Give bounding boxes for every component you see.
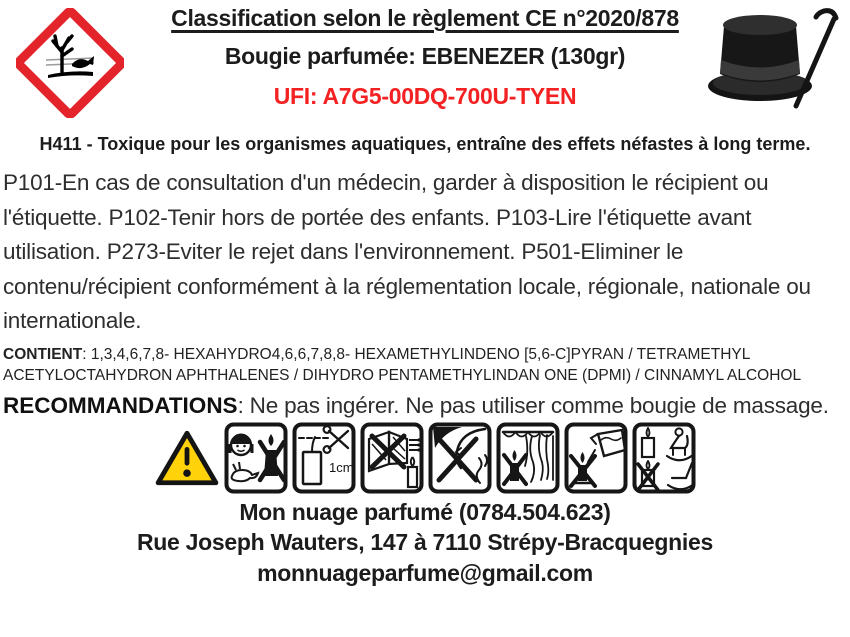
label-footer	[0, 497, 850, 589]
recommendations-text: : Ne pas ingérer. Ne pas utiliser comme bougie de massage.	[237, 392, 829, 418]
company-email: monnuageparfume@gmail.com	[257, 559, 593, 586]
ghs09-environment-hazard-icon	[16, 8, 124, 118]
do-not-extinguish-with-water-icon	[564, 422, 628, 494]
product-name: Bougie parfumée: EBENEZER (130gr)	[224, 43, 626, 69]
no-foreign-objects-in-wax-icon	[360, 422, 424, 494]
contains-label: CONTIENT	[3, 345, 83, 363]
trim-wick-1cm-icon	[292, 422, 356, 494]
svg-text:1cm: 1cm	[329, 460, 354, 475]
precautionary-statements: P101-En cas de consultation d'un médecin, garder à disposition le récipient ou l'étiquette. P102-Tenir hors de portée des enfants. P103-Lire l'étiquette avant utilisation. P273-Eviter le rejet dans l'environnement. P501-Eliminer le contenu/récipient conformément à la réglementation locale, régionale, nationale ou internationale.	[3, 170, 811, 333]
keep-away-from-flammables-curtains-icon	[496, 422, 560, 494]
safety-pictogram-row	[0, 422, 850, 495]
warning-triangle-icon	[154, 428, 220, 488]
top-hat-and-cane-icon	[700, 0, 846, 114]
contains-text: : 1,3,4,6,7,8- HEXAHYDRO4,6,6,7,8,8- HEXAMETHYLINDENO [5,6-C]PYRAN / TETRAMETHYL ACETYLOCTAHYDRON APHTHALENES / DIHYDRO PENTAMETHYLINDAN ONE (DPMI) / CINNAMYL ALCOHOL	[3, 345, 802, 384]
company-address: Rue Joseph Wauters, 147 à 7110 Strépy-Bracquegnies	[136, 529, 713, 555]
ingredients-line	[3, 344, 847, 387]
company-name: Mon nuage parfumé (0784.504.623)	[239, 498, 611, 525]
recommendations-line	[3, 391, 847, 421]
keep-away-children-pets-icon	[224, 422, 288, 494]
label-header	[0, 0, 850, 126]
h411-hazard-statement: H411 - Toxique pour les organismes aquatiques, entraîne des effets néfastes à long terme.	[39, 134, 811, 154]
ufi-code: UFI: A7G5-00DQ-700U-TYEN	[273, 83, 577, 109]
do-not-inhale-smoke-icon	[428, 422, 492, 494]
burn-upright-away-from-furniture-icon	[632, 422, 696, 494]
page-title: Classification selon le règlement CE n°2020/878	[171, 5, 679, 31]
recommendations-label: RECOMMANDATIONS	[3, 392, 238, 418]
